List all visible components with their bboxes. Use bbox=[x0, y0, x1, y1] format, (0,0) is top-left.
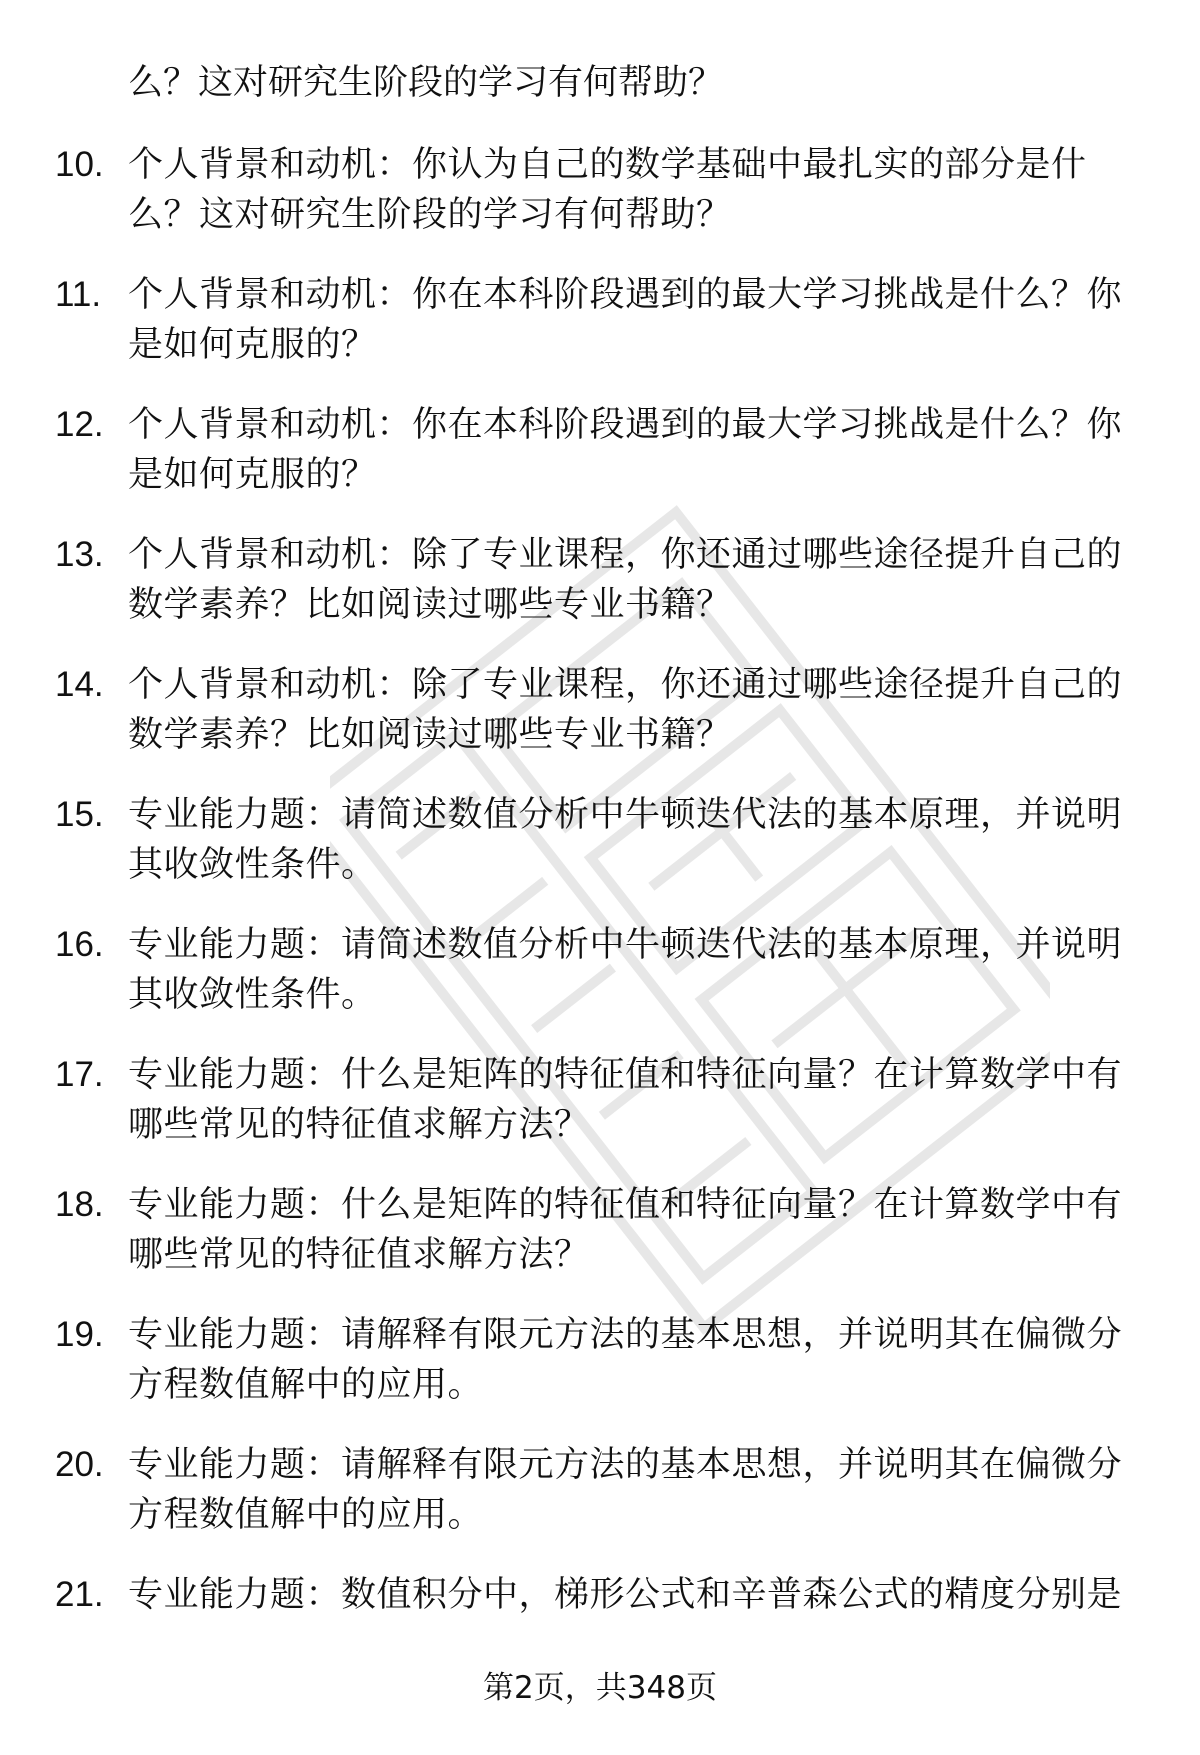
question-item bbox=[0, 1570, 1138, 1620]
question-text: 专业能力题：请简述数值分析中牛顿迭代法的基本原理，并说明其收敛性条件。 bbox=[128, 795, 1123, 885]
question-item bbox=[0, 1050, 1138, 1150]
question-number: 11. bbox=[55, 275, 102, 314]
page-footer: 第2页，共348页 bbox=[483, 1670, 717, 1706]
question-number: 18. bbox=[55, 1185, 104, 1224]
question-item bbox=[0, 790, 1138, 890]
question-text: 个人背景和动机：你在本科阶段遇到的最大学习挑战是什么？你是如何克服的？ bbox=[128, 405, 1123, 495]
question-number: 16. bbox=[55, 925, 104, 964]
question-item bbox=[0, 1180, 1138, 1280]
question-text: 专业能力题：什么是矩阵的特征值和特征向量？在计算数学中有哪些常见的特征值求解方法？ bbox=[128, 1055, 1123, 1145]
question-number: 13. bbox=[55, 535, 104, 574]
question-item bbox=[0, 660, 1138, 760]
question-number: 20. bbox=[55, 1445, 104, 1484]
question-number: 17. bbox=[55, 1055, 104, 1094]
question-item bbox=[0, 530, 1138, 630]
continuation-text: 么？这对研究生阶段的学习有何帮助？ bbox=[128, 63, 724, 103]
question-text: 专业能力题：请解释有限元方法的基本思想，并说明其在偏微分方程数值解中的应用。 bbox=[128, 1445, 1123, 1535]
question-item bbox=[0, 400, 1138, 500]
question-item bbox=[0, 920, 1138, 1020]
question-number: 15. bbox=[55, 795, 104, 834]
question-number: 14. bbox=[55, 665, 104, 704]
question-item bbox=[0, 140, 1138, 240]
question-item bbox=[0, 1310, 1138, 1410]
question-number: 12. bbox=[55, 405, 104, 444]
question-text: 个人背景和动机：除了专业课程，你还通过哪些途径提升自己的数学素养？比如阅读过哪些专业书籍？ bbox=[128, 535, 1123, 625]
question-text: 专业能力题：数值积分中，梯形公式和辛普森公式的精度分别是 bbox=[128, 1575, 1123, 1615]
question-text: 个人背景和动机：除了专业课程，你还通过哪些途径提升自己的数学素养？比如阅读过哪些专业书籍？ bbox=[128, 665, 1123, 755]
question-number: 19. bbox=[55, 1315, 104, 1354]
question-item bbox=[0, 270, 1138, 370]
question-list bbox=[0, 140, 1200, 1650]
question-text: 专业能力题：什么是矩阵的特征值和特征向量？在计算数学中有哪些常见的特征值求解方法？ bbox=[128, 1185, 1123, 1275]
question-number: 21. bbox=[55, 1575, 104, 1614]
question-text: 个人背景和动机：你在本科阶段遇到的最大学习挑战是什么？你是如何克服的？ bbox=[128, 275, 1123, 365]
question-number: 10. bbox=[55, 145, 104, 184]
question-text: 专业能力题：请简述数值分析中牛顿迭代法的基本原理，并说明其收敛性条件。 bbox=[128, 925, 1123, 1015]
question-item bbox=[0, 1440, 1138, 1540]
question-text: 个人背景和动机：你认为自己的数学基础中最扎实的部分是什么？这对研究生阶段的学习有何帮助？ bbox=[128, 145, 1087, 235]
question-text: 专业能力题：请解释有限元方法的基本思想，并说明其在偏微分方程数值解中的应用。 bbox=[128, 1315, 1123, 1405]
